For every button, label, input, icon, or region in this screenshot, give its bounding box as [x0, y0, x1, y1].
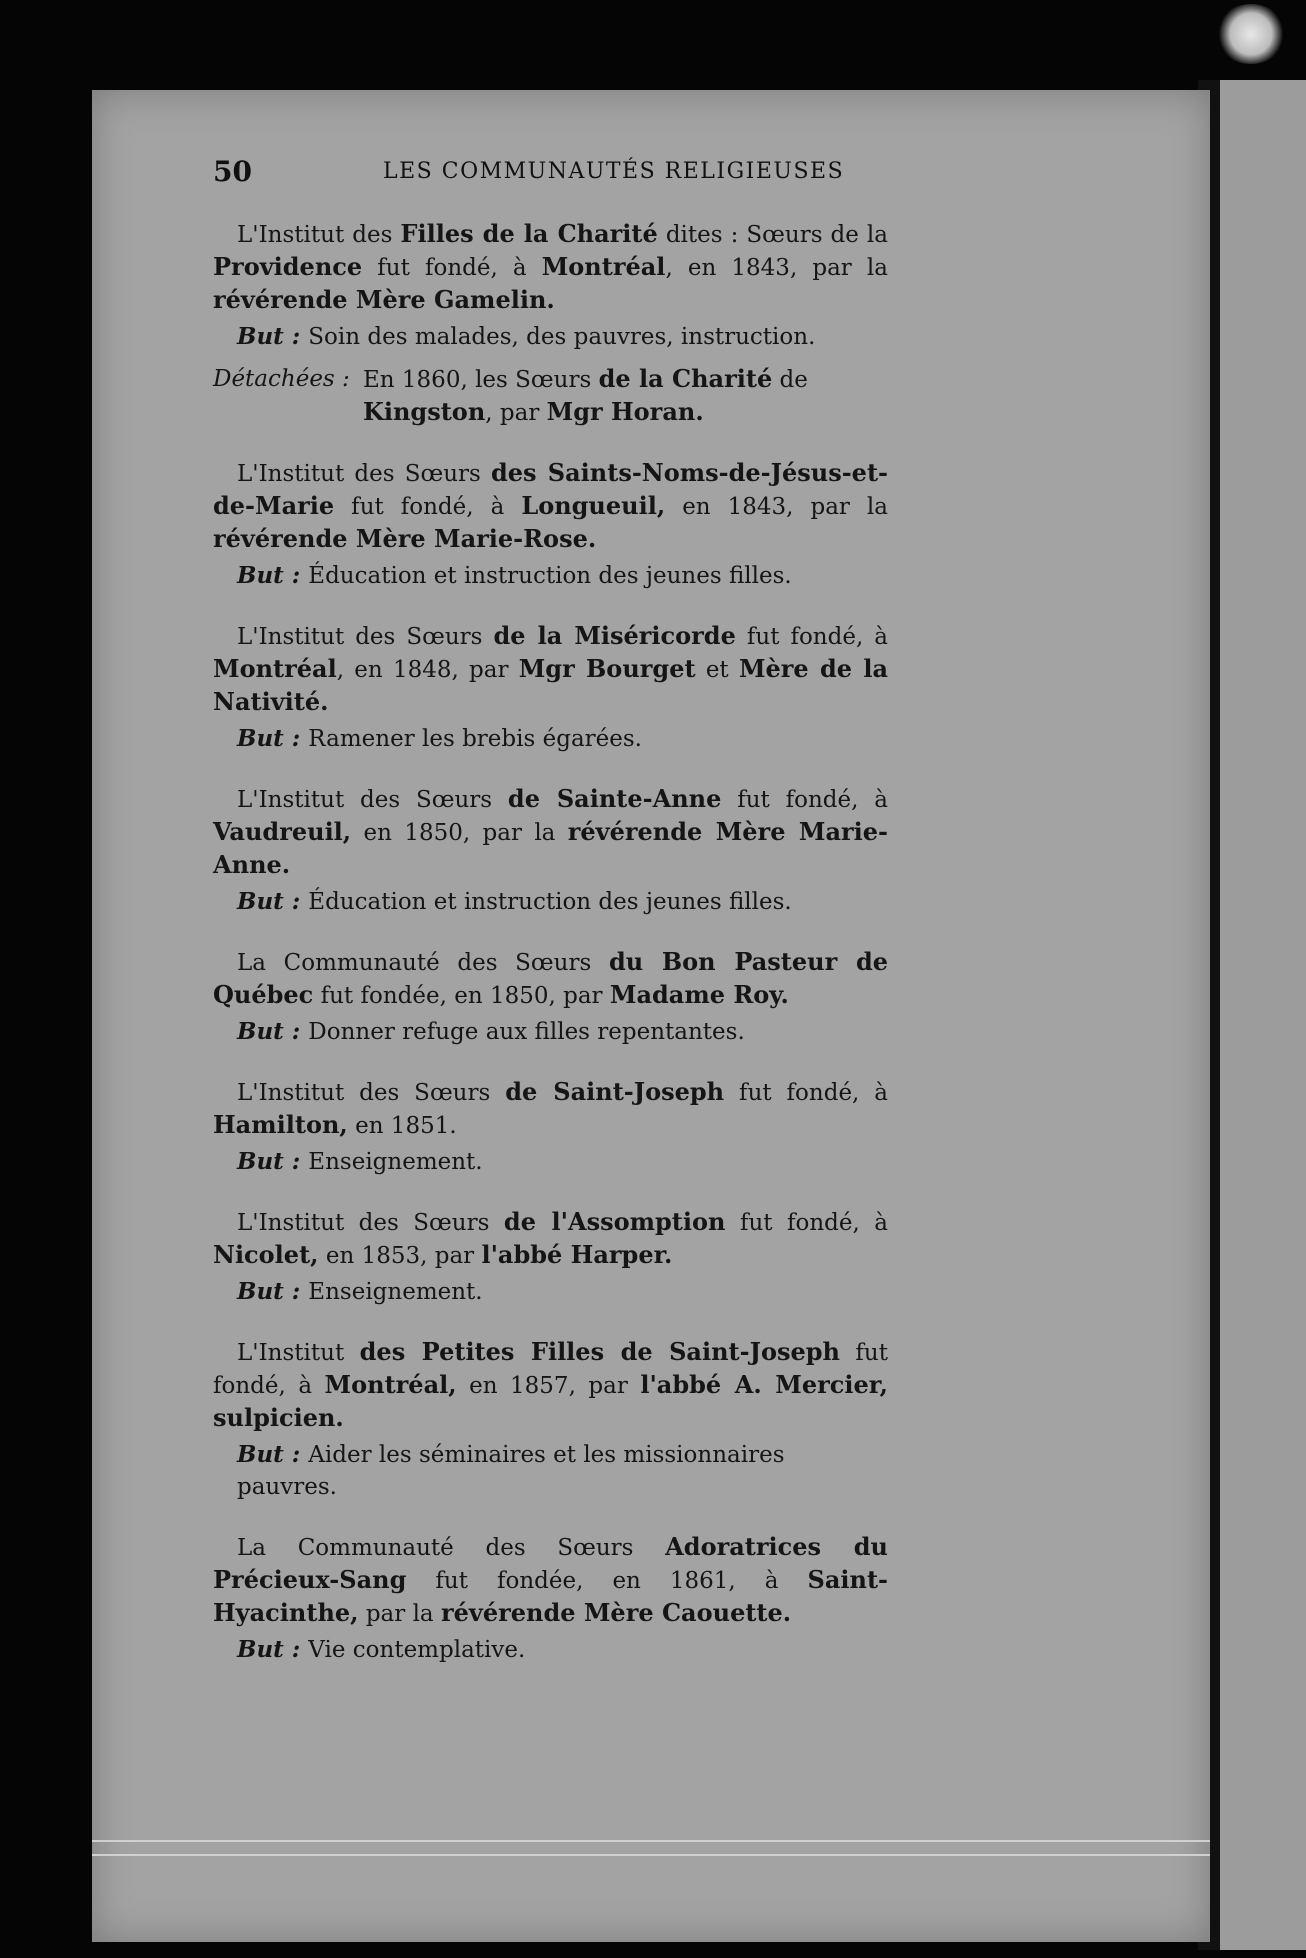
bold-text: Montréal,: [324, 1370, 457, 1399]
body-text: dites : Sœurs de la: [657, 222, 888, 248]
detached-text: [363, 363, 888, 429]
bold-text: de Saint-Joseph: [505, 1077, 725, 1106]
body-text: fut fondée, en 1850, par: [313, 983, 610, 1009]
bold-text: des Saints-Noms-de-Jésus-et-de-Marie: [213, 458, 888, 520]
bold-text: de l'Assomption: [503, 1207, 726, 1236]
entry-paragraph: [213, 783, 888, 882]
purpose-line: [237, 560, 888, 592]
bold-text: Providence: [213, 252, 363, 281]
body-text: fut fondé, à: [735, 624, 888, 650]
purpose-label: But :: [237, 1018, 301, 1045]
bold-text: Mgr Horan.: [546, 397, 704, 426]
body-text: L'Institut des Sœurs: [237, 1210, 504, 1236]
bold-text: de la Miséricorde: [493, 621, 736, 650]
bold-text: Kingston: [363, 397, 486, 426]
bold-text: des Petites Filles de Saint-Joseph: [359, 1337, 840, 1366]
detached-line: [213, 363, 888, 429]
purpose-line: [237, 723, 888, 755]
purpose-label: But :: [237, 1148, 301, 1175]
purpose-line: [237, 321, 888, 353]
bold-text: de Sainte-Anne: [507, 784, 722, 813]
purpose-text: Enseignement.: [308, 1149, 483, 1175]
body-text: fut fondée, en 1861, à: [406, 1568, 808, 1594]
bold-text: Vaudreuil,: [213, 817, 352, 846]
purpose-label: But :: [237, 1636, 301, 1663]
bold-text: Adoratrices du Précieux-Sang: [213, 1532, 889, 1594]
scan-artifact-line: [92, 1854, 1210, 1856]
bold-text: Filles de la Charité: [400, 219, 658, 248]
body-text: en 1853, par: [318, 1243, 482, 1269]
entry-paragraph: [213, 946, 888, 1012]
body-text: en 1851.: [347, 1113, 457, 1139]
purpose-text: Vie contemplative.: [308, 1637, 526, 1663]
purpose-label: But :: [237, 725, 301, 752]
purpose-label: But :: [237, 888, 301, 915]
purpose-text: Enseignement.: [308, 1279, 483, 1305]
bold-text: l'abbé Harper.: [481, 1240, 673, 1269]
institute-entry: [213, 218, 888, 443]
purpose-text: Soin des malades, des pauvres, instruction.: [308, 324, 816, 350]
bold-text: révérende Mère Marie-Anne.: [213, 817, 888, 879]
body-text: et: [695, 657, 739, 683]
purpose-line: [237, 1146, 888, 1178]
bold-text: Montréal: [541, 252, 666, 281]
purpose-label: But :: [237, 323, 301, 350]
purpose-label: But :: [237, 562, 301, 589]
body-text: par la: [358, 1601, 441, 1627]
institute-entry: [213, 1076, 888, 1192]
institute-entry: [213, 1206, 888, 1322]
purpose-label: But :: [237, 1278, 301, 1305]
bold-text: Mgr Bourget: [518, 654, 696, 683]
body-text: , en 1843, par la: [665, 255, 888, 281]
bold-text: Hamilton,: [213, 1110, 348, 1139]
running-title: LES COMMUNAUTÉS RELIGIEUSES: [383, 159, 845, 184]
institute-entry: [213, 457, 888, 606]
body-text: L'Institut des: [237, 222, 401, 248]
bold-text: Mère de la Nativité.: [213, 654, 889, 716]
scan-stain: [1216, 4, 1286, 64]
body-text: , en 1848, par: [336, 657, 519, 683]
body-text: fut fondé, à: [334, 494, 522, 520]
entry-paragraph: [213, 1206, 888, 1272]
body-text: en 1843, par la: [665, 494, 888, 520]
page-number: 50: [213, 155, 252, 188]
bold-text: révérende Mère Caouette.: [440, 1598, 792, 1627]
entry-paragraph: [213, 218, 888, 317]
body-text: fut fondé, à: [362, 255, 542, 281]
institute-entry: [213, 946, 888, 1062]
detached-label: Détachées :: [213, 366, 350, 392]
scan-artifact-line: [92, 1840, 1210, 1842]
institute-entry: [213, 1336, 888, 1517]
purpose-line: [237, 886, 888, 918]
purpose-line: [237, 1276, 888, 1308]
body-text: En 1860, les Sœurs: [363, 367, 599, 393]
purpose-label: But :: [237, 1441, 301, 1468]
purpose-text: Donner refuge aux filles repentantes.: [308, 1019, 745, 1045]
body-text: L'Institut des Sœurs: [237, 787, 508, 813]
body-text: La Communauté des Sœurs: [237, 950, 609, 976]
body-text: La Communauté des Sœurs: [237, 1535, 666, 1561]
bold-text: Nicolet,: [213, 1240, 319, 1269]
institute-entry: [213, 1531, 888, 1680]
body-text: L'Institut des Sœurs: [237, 1080, 506, 1106]
body-text: de: [772, 367, 808, 393]
body-text: L'Institut des Sœurs: [237, 461, 491, 487]
entry-paragraph: [213, 1076, 888, 1142]
bold-text: de la Charité: [598, 364, 773, 393]
bold-text: Longueuil,: [521, 491, 666, 520]
bold-text: Montréal: [213, 654, 337, 683]
purpose-line: [237, 1016, 888, 1048]
body-text: fut fondé, à: [721, 787, 888, 813]
bold-text: du Bon Pasteur de Québec: [213, 947, 889, 1009]
entry-paragraph: [213, 457, 888, 556]
body-text: , par: [485, 400, 547, 426]
body-text: en 1850, par la: [351, 820, 568, 846]
purpose-line: [237, 1634, 888, 1666]
purpose-text: Éducation et instruction des jeunes filles.: [308, 889, 792, 915]
purpose-text: Ramener les brebis égarées.: [308, 726, 642, 752]
facing-page-edge: [1220, 80, 1306, 1950]
body-text: en 1857, par: [456, 1373, 641, 1399]
bold-text: l'abbé A. Mercier, sulpicien.: [213, 1370, 888, 1432]
body-text: fut fondé, à: [725, 1210, 889, 1236]
bold-text: Madame Roy.: [609, 980, 789, 1009]
bold-text: Saint-Hyacinthe,: [213, 1565, 888, 1627]
entry-paragraph: [213, 1336, 888, 1435]
bold-text: révérende Mère Gamelin.: [213, 285, 555, 314]
institute-entry: [213, 620, 888, 769]
entry-paragraph: [213, 620, 888, 719]
institute-entry: [213, 783, 888, 932]
purpose-line: [237, 1439, 888, 1503]
purpose-text: Aider les séminaires et les missionnaires pauvres.: [237, 1442, 785, 1500]
entry-paragraph: [213, 1531, 888, 1630]
page-header: [213, 155, 893, 195]
bold-text: révérende Mère Marie-Rose.: [213, 524, 597, 553]
body-text: L'Institut: [237, 1340, 360, 1366]
body-text: fut fondé, à: [213, 1340, 888, 1399]
page-body: [213, 218, 888, 1694]
purpose-text: Éducation et instruction des jeunes filles.: [308, 563, 792, 589]
body-text: fut fondé, à: [724, 1080, 888, 1106]
body-text: L'Institut des Sœurs: [237, 624, 494, 650]
